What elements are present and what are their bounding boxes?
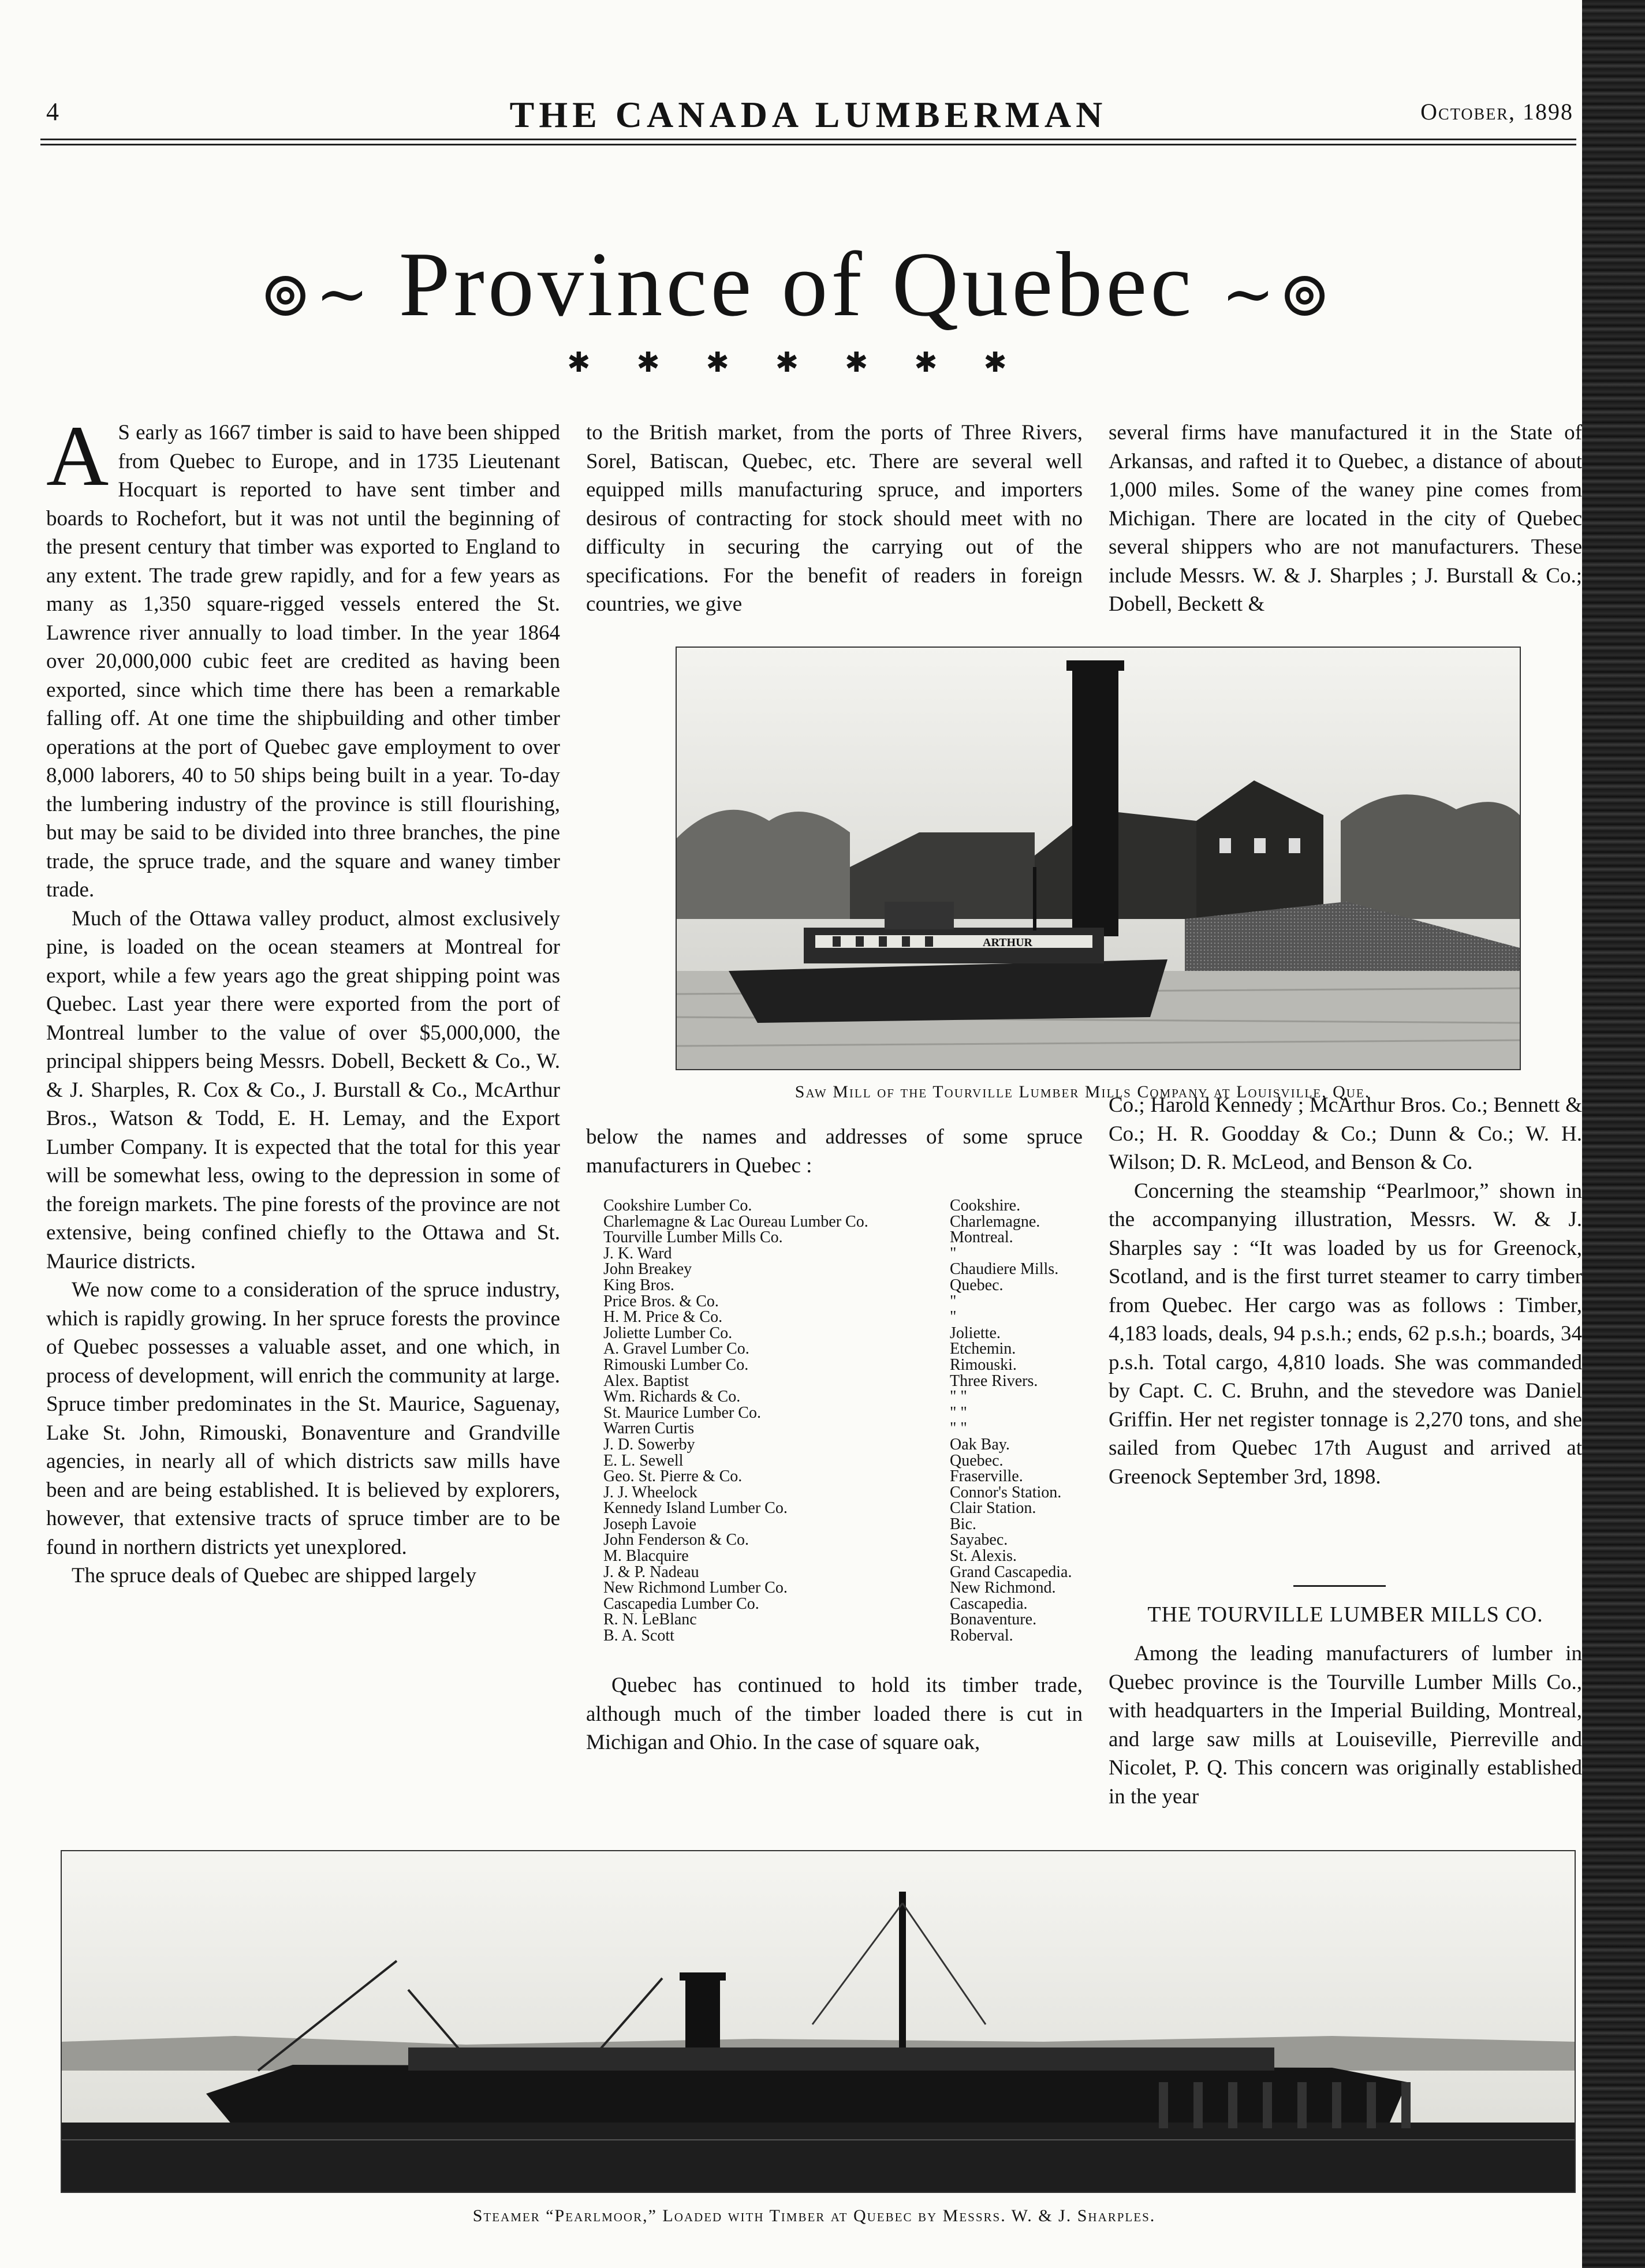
manufacturer-place: " xyxy=(950,1308,957,1327)
manufacturer-place: Roberval. xyxy=(950,1627,1013,1645)
manufacturer-place: Clair Station. xyxy=(950,1499,1036,1518)
manufacturer-directory xyxy=(603,1198,1083,1644)
manufacturer-place: Rimouski. xyxy=(950,1355,1017,1374)
column-3-bottom-after xyxy=(1109,1639,1582,1811)
directory-row xyxy=(603,1532,1083,1548)
issue-date: October, 1898 xyxy=(1420,99,1573,125)
directory-row xyxy=(603,1277,1083,1294)
manufacturer-place: Bonaventure. xyxy=(950,1611,1037,1629)
manufacturer-place: Cascapedia. xyxy=(950,1594,1028,1613)
directory-row xyxy=(603,1548,1083,1564)
manufacturer-name: Alex. Baptist xyxy=(603,1372,689,1390)
manufacturer-name: Cascapedia Lumber Co. xyxy=(603,1594,759,1613)
article-paragraph: Concerning the steamship “Pearlmoor,” shown in the accompanying illustration, Messrs. W. & J. Sharples say : “It was loaded by us for Greenock, Scotland, and is the first turret steamer to carry timber from Quebec. Her cargo was as follows : Timber, 4,183 loads, deals, 94 p.s.h.; ends, 62 p.s.h.; boards, 34 p.s.h. Total cargo, 4,810 loads. She was commanded by Capt. C. C. Bruhn, and the stevedore was Daniel Griffin. Her net register tonnage is 2,270 tons, and she sailed from Quebec 17th August and arrived at Greenock September 3rd, 1898. xyxy=(1109,1179,1582,1489)
manufacturer-name: Price Bros. & Co. xyxy=(603,1292,719,1310)
manufacturer-name: B. A. Scott xyxy=(603,1627,674,1645)
manufacturer-place: " xyxy=(950,1244,957,1262)
directory-row xyxy=(603,1230,1083,1246)
saw-mill-photo xyxy=(676,647,1521,1070)
manufacturer-place: Grand Cascapedia. xyxy=(950,1563,1072,1581)
directory-row xyxy=(603,1453,1083,1469)
directory-row xyxy=(603,1261,1083,1277)
manufacturer-place: Fraserville. xyxy=(950,1467,1023,1486)
manufacturer-place: " xyxy=(950,1292,957,1310)
directory-row xyxy=(603,1294,1083,1310)
directory-row xyxy=(603,1564,1083,1580)
article-paragraph: Among the leading manufacturers of lumber in Quebec province is the Tourville Lumber Mills Co., with headquarters in the Imperial Building, Montreal, and large saw mills at Louiseville, Pierreville and Nicolet, P. Q. This concern was originally established in the year xyxy=(1109,1642,1582,1809)
manufacturer-name: J. & P. Nadeau xyxy=(603,1563,699,1581)
manufacturer-place: Joliette. xyxy=(950,1324,1001,1342)
directory-row xyxy=(603,1373,1083,1389)
manufacturer-name: St. Maurice Lumber Co. xyxy=(603,1403,761,1422)
manufacturer-name: E. L. Sewell xyxy=(603,1451,684,1470)
column-1 xyxy=(46,408,560,1590)
saw-mill-illustration xyxy=(677,648,1520,1069)
article-paragraph: several firms have manufactured it in the State of Arkansas, and rafted it to Quebec, a distance of about 1,000 miles. Some of the waney pine comes from Michigan. There are located in the city of Quebec several shippers who are not manufacturers. These include Messrs. W. & J. Sharples ; J. Burstall & Co.; Dobell, Beckett & xyxy=(1109,421,1582,616)
manufacturer-place: Cookshire. xyxy=(950,1197,1021,1215)
ornament-left-icon: ⊚∼ xyxy=(259,259,372,330)
manufacturer-name: M. Blacquire xyxy=(603,1547,689,1565)
subhead-rule xyxy=(1293,1585,1386,1587)
article-paragraph: We now come to a consideration of the spruce industry, which is rapidly growing. In her spruce forests the province of Quebec possesses a valuable asset, and one which, in process of development, will enrich the community at large. Spruce timber predominates in the St. Maurice, Saguenay, Lake St. John, Rimouski, Bonaventure and Grandville agencies, in nearly all of which districts saw mills have been and are being established. It is believed by explorers, however, that extensive tracts of spruce timber are to be found in northern districts yet unexplored. xyxy=(46,1278,560,1559)
page-number: 4 xyxy=(46,98,59,126)
drop-cap: A xyxy=(46,408,109,504)
steamer-illustration xyxy=(62,1851,1575,2192)
manufacturer-place: New Richmond. xyxy=(950,1579,1056,1597)
article-paragraph: The spruce deals of Quebec are shipped largely xyxy=(72,1564,476,1587)
manufacturer-place: Sayabec. xyxy=(950,1531,1008,1549)
steamer-photo xyxy=(61,1850,1576,2193)
manufacturer-name: Geo. St. Pierre & Co. xyxy=(603,1467,743,1486)
manufacturer-place: Quebec. xyxy=(950,1451,1004,1470)
manufacturer-name: R. N. LeBlanc xyxy=(603,1611,697,1629)
column-2-top xyxy=(586,419,1083,619)
directory-row xyxy=(603,1246,1083,1262)
manufacturer-place: Quebec. xyxy=(950,1276,1004,1294)
manufacturer-place: Etchemin. xyxy=(950,1340,1016,1358)
manufacturer-place: Charlemagne. xyxy=(950,1212,1040,1231)
directory-row xyxy=(603,1500,1083,1516)
ornament-right-icon: ∼⊚ xyxy=(1221,259,1335,330)
manufacturer-place: Bic. xyxy=(950,1515,976,1533)
manufacturer-name: A. Gravel Lumber Co. xyxy=(603,1340,749,1358)
directory-row xyxy=(603,1580,1083,1596)
page-header xyxy=(40,87,1576,150)
manufacturer-name: Wm. Richards & Co. xyxy=(603,1388,741,1406)
article-paragraph: Co.; Harold Kennedy ; McArthur Bros. Co.; Bennett & Co.; H. R. Goodday & Co.; Dunn & Co.; W. H. Wilson; D. R. McLeod, and Benson & Co. xyxy=(1109,1093,1582,1174)
manufacturer-name: Joseph Lavoie xyxy=(603,1515,696,1533)
directory-row xyxy=(603,1628,1083,1644)
article-paragraph: A S early as 1667 timber is said to have been shipped from Quebec to Europe, and in 1735 Lieutenant Hocquart is reported to have sent timber and boards to Rochefort, but it was not until the beginning of the present century that timber was exported to England to any extent. The trade grew rapidly, and for a few years as many as 1,350 square-rigged vessels entered the St. Lawrence river annually to load timber. In the year 1864 over 20,000,000 cubic feet are credited as having been exported, since which time there has been a remarkable falling off. At one time the shipbuilding and other timber operations at the port of Quebec gave employment to over 8,000 laborers, 40 to 50 ships being built in a year. To-day the lumbering industry of the province is still flourishing, but may be said to be divided into three branches, the pine trade, the spruce trade, and the square and waney timber trade. xyxy=(46,408,560,902)
column-3-top xyxy=(1109,419,1582,619)
manufacturer-name: J. J. Wheelock xyxy=(603,1483,697,1501)
steamer-caption: Steamer “Pearlmoor,” Loaded with Timber at Quebec by Messrs. W. & J. Sharples. xyxy=(472,2206,1156,2225)
article-paragraph: to the British market, from the ports of Three Rivers, Sorel, Batiscan, Quebec, etc. There are several well equipped mills manufacturing spruce, and importers desirous of contracting for stock should meet with no difficulty in securing the carrying out of the specifications. For the benefit of readers in foreign countries, we give xyxy=(586,421,1083,616)
manufacturer-name: Kennedy Island Lumber Co. xyxy=(603,1499,788,1518)
manufacturer-name: Charlemagne & Lac Oureau Lumber Co. xyxy=(603,1212,868,1231)
column-2-bottom-after xyxy=(586,1671,1083,1757)
directory-row xyxy=(603,1612,1083,1628)
decorative-stars: ✱ ✱ ✱ ✱ ✱ ✱ ✱ xyxy=(567,348,1027,378)
directory-row xyxy=(603,1421,1083,1437)
article-paragraph: Quebec has continued to hold its timber trade, although much of the timber loaded there is cut in Michigan and Ohio. In the case of square oak, xyxy=(586,1673,1083,1754)
manufacturer-name: New Richmond Lumber Co. xyxy=(603,1579,788,1597)
saw-mill-caption: Saw Mill of the Tourville Lumber Mills Company at Louisville, Que. xyxy=(794,1082,1371,1101)
manufacturer-name: H. M. Price & Co. xyxy=(603,1308,723,1327)
article-paragraph: Much of the Ottawa valley product, almost exclusively pine, is loaded on the ocean steamers at Montreal for export, while a few years ago the great shipping point was Quebec. Last year there were exported from the port of Montreal lumber to the value of over $5,000,000, the principal shippers being Messrs. Dobell, Beckett & Co., W. & J. Sharples, R. Cox & Co., J. Burstall & Co., McArthur Bros., Watson & Todd, E. H. Lemay, and the Export Lumber Company. It is expected that the total for this year will be somewhat less, owing to the depression in some of the foreign markets. The pine forests of the province are not extensive, being confined chiefly to the Ottawa and St. Maurice districts. xyxy=(46,906,560,1273)
manufacturer-name: John Fenderson & Co. xyxy=(603,1531,749,1549)
manufacturer-name: Rimouski Lumber Co. xyxy=(603,1355,749,1374)
manufacturer-name: J. K. Ward xyxy=(603,1244,672,1262)
directory-row xyxy=(603,1341,1083,1357)
column-3-bottom xyxy=(1109,1091,1582,1491)
scan-edge-border xyxy=(1582,0,1645,2268)
manufacturer-place: Three Rivers. xyxy=(950,1372,1038,1390)
directory-row xyxy=(603,1357,1083,1373)
boat-name-label: ARTHUR xyxy=(983,936,1032,949)
manufacturer-place: Montreal. xyxy=(950,1228,1013,1247)
header-rule xyxy=(40,139,1576,145)
directory-row xyxy=(603,1485,1083,1501)
directory-row xyxy=(603,1325,1083,1342)
manufacturer-place: " " xyxy=(950,1388,967,1406)
tourville-subhead: THE TOURVILLE LUMBER MILLS CO. xyxy=(1147,1602,1543,1627)
directory-row xyxy=(603,1469,1083,1485)
manufacturer-name: Warren Curtis xyxy=(603,1419,695,1438)
manufacturer-place: " " xyxy=(950,1419,967,1438)
manufacturer-place: Chaudiere Mills. xyxy=(950,1260,1059,1279)
directory-row xyxy=(603,1214,1083,1230)
manufacturer-place: " " xyxy=(950,1403,967,1422)
manufacturer-place: Oak Bay. xyxy=(950,1435,1010,1454)
paper-title: THE CANADA LUMBERMAN xyxy=(509,94,1107,135)
manufacturer-place: St. Alexis. xyxy=(950,1547,1017,1565)
directory-row xyxy=(603,1309,1083,1325)
section-title xyxy=(0,231,1594,338)
manufacturer-name: Tourville Lumber Mills Co. xyxy=(603,1228,783,1247)
manufacturer-name: J. D. Sowerby xyxy=(603,1435,695,1454)
directory-row xyxy=(603,1516,1083,1533)
directory-row xyxy=(603,1389,1083,1405)
column-2-bottom xyxy=(586,1123,1083,1180)
manufacturer-place: Connor's Station. xyxy=(950,1483,1062,1501)
directory-row xyxy=(603,1198,1083,1214)
manufacturer-name: King Bros. xyxy=(603,1276,674,1294)
section-title-text: Province of Quebec xyxy=(398,233,1195,335)
manufacturer-name: Joliette Lumber Co. xyxy=(603,1324,733,1342)
directory-intro: below the names and addresses of some spruce manufacturers in Quebec : xyxy=(586,1125,1083,1178)
directory-row xyxy=(603,1437,1083,1453)
manufacturer-name: John Breakey xyxy=(603,1260,692,1279)
directory-row xyxy=(603,1405,1083,1421)
manufacturer-name: Cookshire Lumber Co. xyxy=(603,1197,752,1215)
directory-row xyxy=(603,1596,1083,1612)
